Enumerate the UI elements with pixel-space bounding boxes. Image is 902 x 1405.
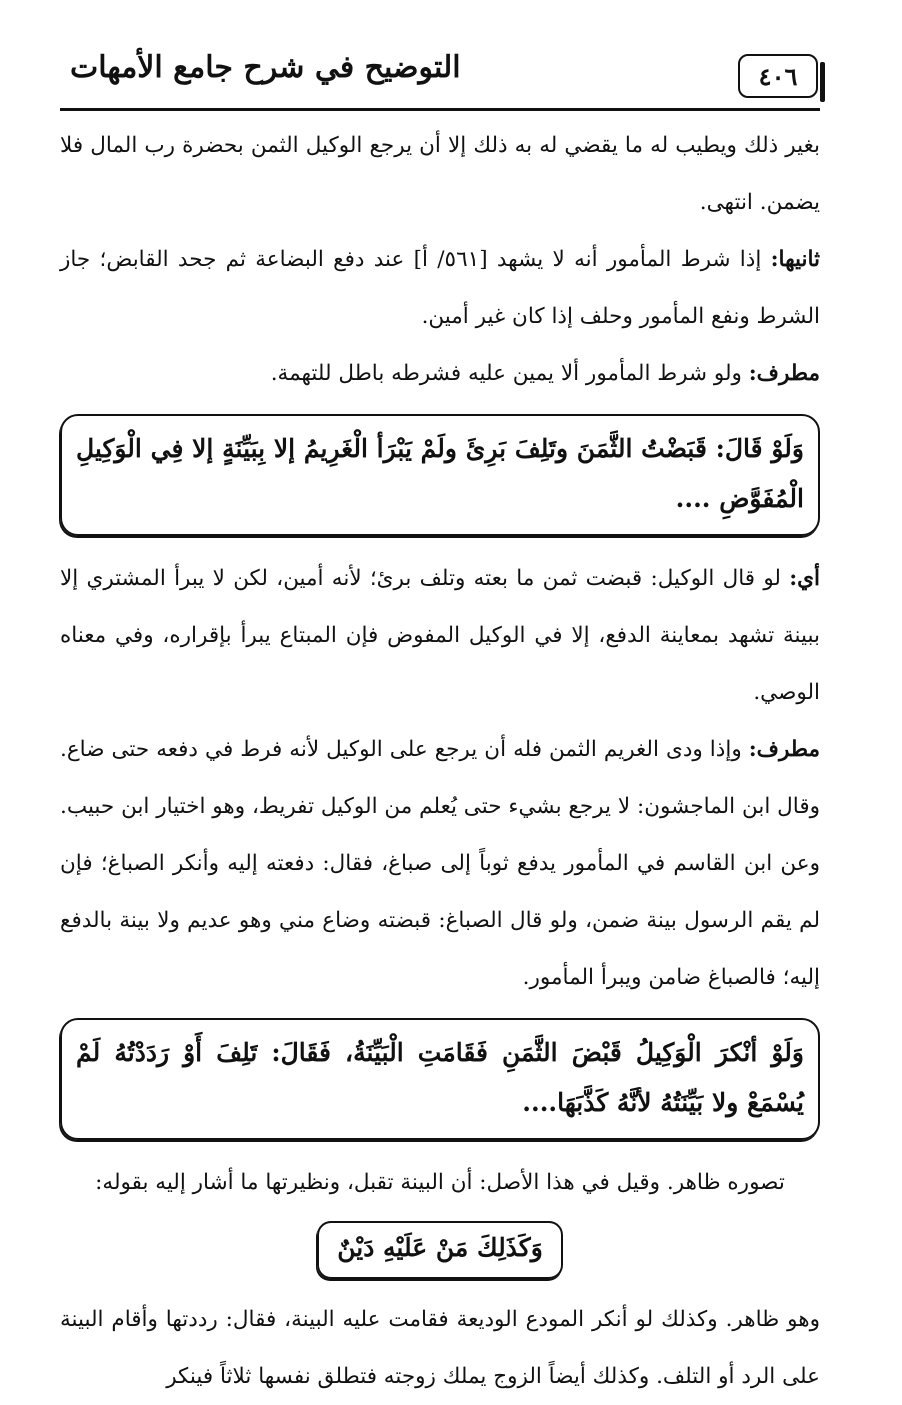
matn-box-2: وَلَوْ أنْكرَ الْوَكِيلُ قَبْضَ الثَّمَنِ فَقَامَتِ الْبَيِّنَةُ، فَقَالَ: تَلِفَ أَوْ رَدَدْتُهُ لَمْ يُسْمَعْ ولا بَيِّنَتُهُ لأنَّهُ كَذَّبَهَا.... — [60, 1018, 820, 1140]
page-header — [60, 40, 820, 111]
paragraph-2-label: ثانيها: — [770, 247, 820, 272]
paragraph-5 — [60, 721, 820, 1006]
paragraph-4-text: لو قال الوكيل: قبضت ثمن ما بعته وتلف برئ؛ لأنه أمين، لكن لا يبرأ المشتري إلا ببينة تشهد بمعاينة الدفع، إلا في الوكيل المفوض فإن المبتاع يبرأ بإقراره، وفي معناه الوصي. — [60, 566, 820, 705]
paragraph-7: وهو ظاهر. وكذلك لو أنكر المودع الوديعة فقامت عليه البينة، فقال: رددتها وأقام البينة على الرد أو التلف. وكذلك أيضاً الزوج يملك زوجته فتطلق نفسها ثلاثاً فينكر — [60, 1307, 820, 1389]
page-number: ٤٠٦ — [758, 61, 798, 91]
paragraph-6: تصوره ظاهر. وقيل في هذا الأصل: أن البينة تقبل، ونظيرتها ما أشار إليه بقوله: — [95, 1170, 785, 1195]
paragraph-2 — [60, 231, 820, 345]
verse-wrapper — [60, 1221, 820, 1279]
paragraph-3 — [60, 345, 820, 402]
page-number-box — [738, 54, 818, 98]
paragraph-5-label: مطرف: — [748, 737, 820, 762]
paragraph-3-text: ولو شرط المأمور ألا يمين عليه فشرطه باطل للتهمة. — [270, 361, 749, 386]
matn-box-1: وَلَوْ قَالَ: قَبَضْتُ الثَّمَنَ وتَلِفَ بَرِئَ ولَمْ يَبْرَأ الْغَرِيمُ إلا بِبَيِّنَةٍ إلا فِي الْوَكِيلِ الْمُفَوَّضِ .... — [60, 414, 820, 536]
paragraph-3-label: مطرف: — [748, 361, 820, 386]
paragraph-4-label: أي: — [789, 566, 820, 591]
paragraph-4 — [60, 550, 820, 721]
paragraph-5-text: وإذا ودى الغريم الثمن فله أن يرجع على الوكيل لأنه فرط في دفعه حتى ضاع. وقال ابن الماجشون: لا يرجع بشيء حتى يُعلم من الوكيل تفريط، وهو اختيار ابن حبيب. وعن ابن القاسم في المأمور يدفع ثوباً إلى صباغ، فقال: دفعته إليه وأنكر الصباغ؛ فإن لم يقم الرسول بينة ضمن، ولو قال الصباغ: قبضته وضاع مني وهو عديم ولا بينة بالدفع إليه؛ فالصباغ ضامن ويبرأ المأمور. — [60, 737, 820, 990]
verse-box: وَكَذَلِكَ مَنْ عَلَيْهِ دَيْنٌ — [317, 1221, 563, 1279]
paragraph-2-text: إذا شرط المأمور أنه لا يشهد [٥٦١/ أ] عند دفع البضاعة ثم جحد القابض؛ جاز الشرط ونفع المأمور وحلف إذا كان غير أمين. — [60, 247, 820, 329]
book-title: التوضيح في شرح جامع الأمهات — [70, 50, 461, 85]
page — [60, 40, 820, 1405]
paragraph-1: بغير ذلك ويطيب له ما يقضي له به ذلك إلا أن يرجع الوكيل الثمن بحضرة رب المال فلا يضمن. انتهى. — [60, 133, 820, 215]
